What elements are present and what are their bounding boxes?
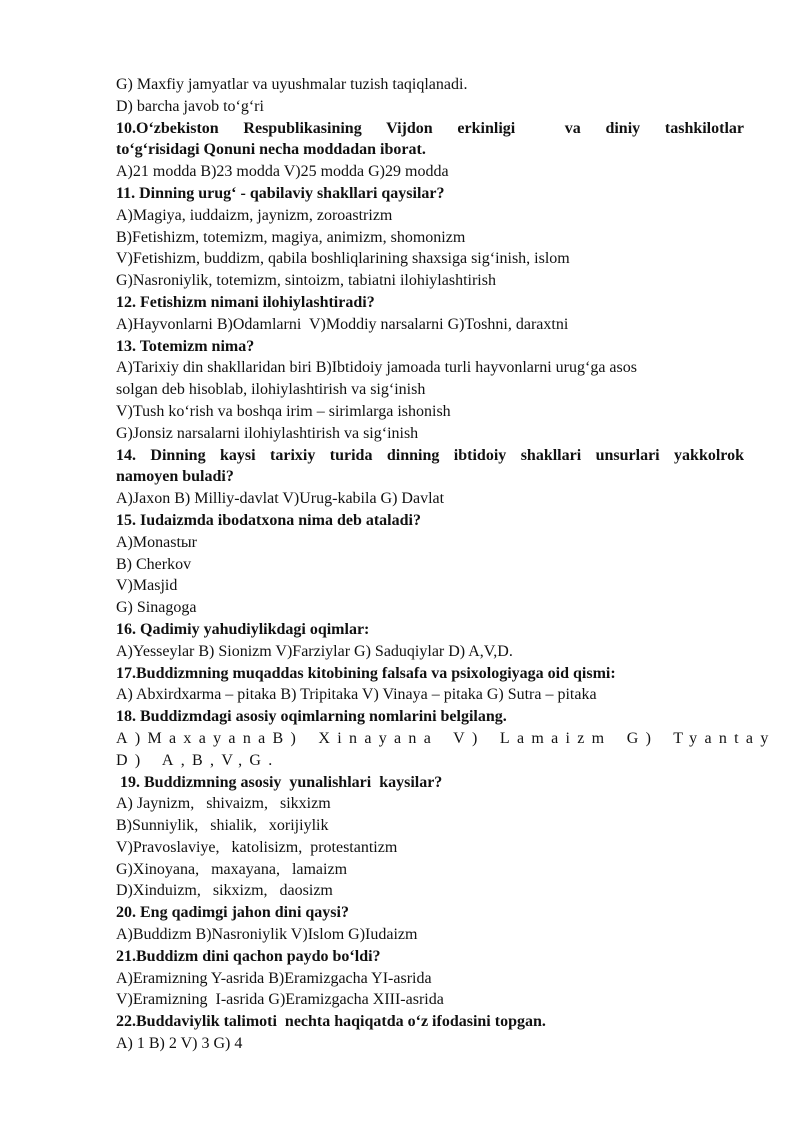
question-line: 21.Buddizm dini qachon paydo bo‘ldi? — [116, 947, 381, 965]
answer-line: A)21 modda B)23 modda V)25 modda G)29 modda — [116, 163, 449, 181]
answer-line: A) 1 B) 2 V) 3 G) 4 — [116, 1035, 243, 1053]
question-line: 17.Buddizmning muqaddas kitobining falsafa va psixologiyaga oid qismi: — [116, 664, 616, 682]
answer-line: A)Jaxon B) Milliy-davlat V)Urug-kabila G) Davlat — [116, 490, 445, 508]
answer-line: V)Masjid — [116, 577, 178, 595]
answer-line: V)Pravoslaviye, katolisizm, protestantizm — [116, 838, 398, 856]
question-line: 14. Dinning kaysi tarixiy turida dinning ibtidoiy shakllari unsurlari yakkolrok — [116, 446, 744, 464]
answer-line: V)Eramizning I-asrida G)Eramizgacha XIII-asrida — [116, 991, 444, 1009]
answer-line: A)Eramizning Y-asrida B)Eramizgacha YI-asrida — [116, 969, 432, 987]
answer-line: B)Fetishizm, totemizm, magiya, animizm, shomonizm — [116, 228, 466, 246]
answer-line: G)Nasroniylik, totemizm, sintoizm, tabiatni ilohiylashtirish — [116, 272, 496, 290]
answer-line: A)Hayvonlarni B)Odamlarni V)Moddiy narsalarni G)Toshni, daraxtni — [116, 315, 569, 333]
answer-line: B)Sunniylik, shialik, xorijiylik — [116, 817, 329, 835]
answer-line: G)Jonsiz narsalarni ilohiylashtirish va sig‘inish — [116, 424, 419, 442]
answer-line: A)Tarixiy din shakllaridan biri B)Ibtidoiy jamoada turli hayvonlarni urug‘ga asos — [116, 359, 637, 377]
question-line: to‘g‘risidagi Qonuni necha moddadan iborat. — [116, 141, 426, 159]
question-line: 15. Iudaizmda ibodatxona nima deb ataladi? — [116, 511, 421, 529]
answer-line: V)Fetishizm, buddizm, qabila boshliqlarining shaxsiga sig‘inish, islom — [116, 250, 570, 268]
question-line: 22.Buddaviylik talimoti nechta haqiqatda o‘z ifodasini topgan. — [116, 1013, 546, 1031]
question-line: 10.O‘zbekiston Respublikasining Vijdon erkinligi va diniy tashkilotlar — [116, 119, 744, 137]
question-line: 13. Totemizm nima? — [116, 337, 255, 355]
answer-line: D) A,B,V,G. — [116, 751, 280, 769]
answer-line: B) Cherkov — [116, 555, 192, 573]
question-line: 20. Eng qadimgi jahon dini qaysi? — [116, 904, 349, 922]
question-line: namoyen buladi? — [116, 468, 234, 486]
answer-line: A)Monastыr — [116, 533, 197, 551]
question-line: 11. Dinning urug‘ - qabilaviy shakllari qaysilar? — [116, 184, 445, 202]
answer-line: solgan deb hisoblab, ilohiylashtirish va sig‘inish — [116, 381, 426, 399]
question-line: 18. Buddizmdagi asosiy oqimlarning nomlarini belgilang. — [116, 708, 507, 726]
answer-line: G)Xinoyana, maxayana, lamaizm — [116, 860, 348, 878]
answer-line: V)Tush ko‘rish va boshqa irim – sirimlarga ishonish — [116, 402, 451, 420]
answer-line: G) Sinagoga — [116, 599, 197, 617]
document-body — [116, 74, 776, 1055]
answer-line: A)Buddizm B)Nasroniylik V)Islom G)Iudaizm — [116, 926, 418, 944]
answer-line: D) barcha javob to‘g‘ri — [116, 97, 264, 115]
answer-line: A)Yesseylar B) Sionizm V)Farziylar G) Saduqiylar D) A,V,D. — [116, 642, 513, 660]
answer-line: D)Xinduizm, sikxizm, daosizm — [116, 882, 333, 900]
answer-line: A)MaxayanaB) Xinayana V) Lamaizm G) Tyantay — [116, 729, 776, 747]
answer-line: A) Abxirdxarma – pitaka B) Tripitaka V) Vinaya – pitaka G) Sutra – pitaka — [116, 686, 597, 704]
answer-line: A)Magiya, iuddaizm, jaynizm, zoroastrizm — [116, 206, 393, 224]
question-line: 12. Fetishizm nimani ilohiylashtiradi? — [116, 293, 375, 311]
question-line: 16. Qadimiy yahudiylikdagi oqimlar: — [116, 620, 370, 638]
answer-line: A) Jaynizm, shivaizm, sikxizm — [116, 795, 331, 813]
question-line: 19. Buddizmning asosiy yunalishlari kaysilar? — [116, 773, 443, 791]
answer-line: G) Maxfiy jamyatlar va uyushmalar tuzish taqiqlanadi. — [116, 76, 468, 93]
